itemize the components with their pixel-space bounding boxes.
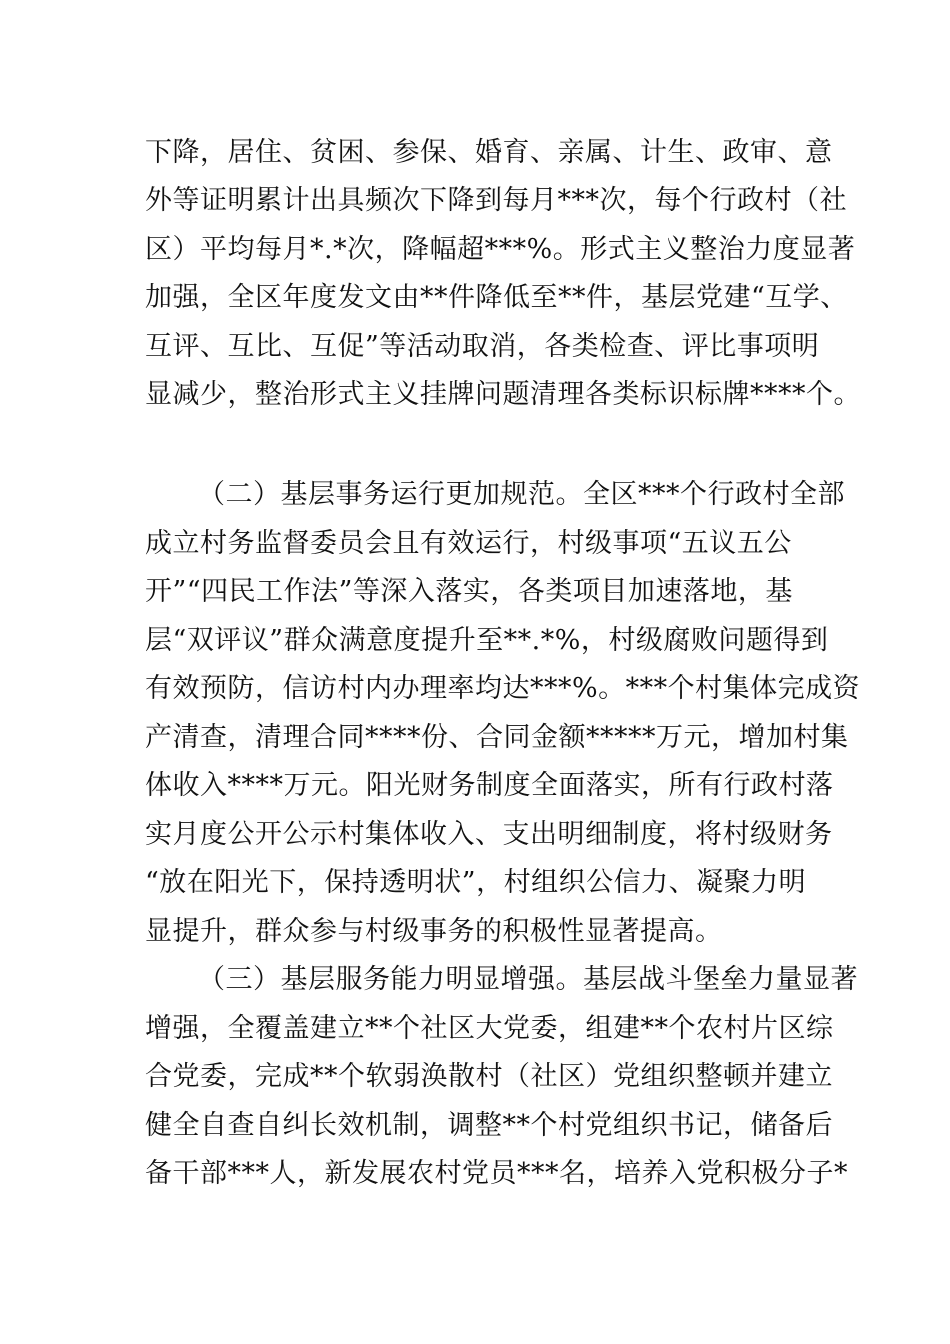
text-line: 区）平均每月*.*次，降幅超***%。形式主义整治力度显著 <box>145 234 856 265</box>
text-line: 有效预防，信访村内办理率均达***%。***个村集体完成资 <box>145 673 861 704</box>
text-line: （三）基层服务能力明显增强。基层战斗堡垒力量显著 <box>198 964 858 995</box>
text-line: 成立村务监督委员会且有效运行，村级事项“五议五公 <box>145 528 792 559</box>
text-line: 互评、互比、互促”等活动取消，各类检查、评比事项明 <box>145 331 820 362</box>
text-line: 下降，居住、贫困、参保、婚育、亲属、计生、政审、意 <box>145 137 833 168</box>
text-line: 显提升，群众参与村级事务的积极性显著提高。 <box>145 916 723 947</box>
text-line: （二）基层事务运行更加规范。全区***个行政村全部 <box>198 479 845 510</box>
text-line: 加强，全区年度发文由**件降低至**件，基层党建“互学、 <box>145 282 848 313</box>
text-line: 外等证明累计出具频次下降到每月***次，每个行政村（社 <box>145 185 847 216</box>
text-line: 产清查，清理合同****份、合同金额*****万元，增加村集 <box>145 722 849 753</box>
text-line: 健全自查自纠长效机制，调整**个村党组织书记，储备后 <box>145 1110 833 1141</box>
text-line: 备干部***人，新发展农村党员***名，培养入党积极分子* <box>145 1158 848 1189</box>
text-line: 合党委，完成**个软弱涣散村（社区）党组织整顿并建立 <box>145 1061 833 1092</box>
text-line: 开”“四民工作法”等深入落实，各类项目加速落地，基 <box>145 576 793 607</box>
text-line: 增强，全覆盖建立**个社区大党委，组建**个农村片区综 <box>145 1013 834 1044</box>
text-line: 体收入****万元。阳光财务制度全面落实，所有行政村落 <box>145 770 834 801</box>
text-line: “放在阳光下，保持透明状”，村组织公信力、凝聚力明 <box>145 867 807 898</box>
text-line: 实月度公开公示村集体收入、支出明细制度，将村级财务 <box>145 819 833 850</box>
text-line: 显减少，整治形式主义挂牌问题清理各类标识标牌****个。 <box>145 379 861 410</box>
text-line: 层“双评议”群众满意度提升至**.*%，村级腐败问题得到 <box>145 625 829 656</box>
